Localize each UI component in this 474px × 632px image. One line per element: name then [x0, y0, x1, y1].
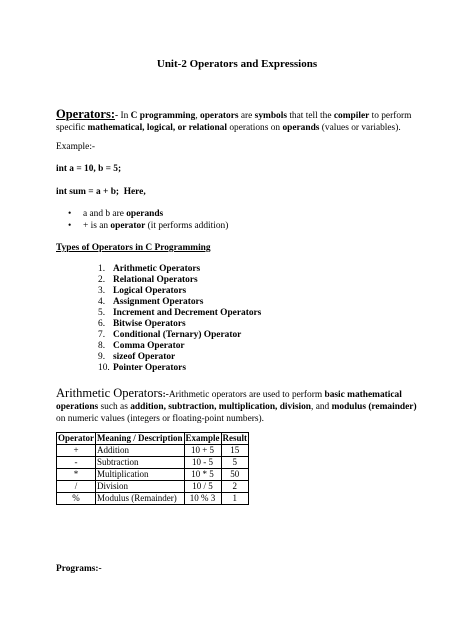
list-number: 9.: [98, 352, 106, 362]
list-label: Relational Operators: [113, 275, 198, 285]
table-cell: 50: [221, 469, 249, 481]
table-cell: %: [57, 493, 96, 505]
list-item: [56, 308, 428, 319]
bold-run: mathematical, logical, or relational: [87, 123, 227, 133]
table-cell: 2: [221, 481, 249, 493]
table-cell: +: [57, 445, 96, 457]
types-heading: Types of Operators in C Programming: [56, 243, 211, 253]
list-label: sizeof Operator: [113, 352, 176, 362]
table-cell: Addition: [96, 445, 185, 457]
list-item: [56, 363, 428, 374]
text-run: In: [118, 111, 131, 121]
table-cell: /: [57, 481, 96, 493]
table-row: [57, 469, 249, 481]
list-label: Arithmetic Operators: [113, 264, 201, 274]
list-label: Assignment Operators: [113, 297, 204, 307]
column-header: Result: [222, 433, 248, 443]
list-item: [56, 352, 428, 363]
bold-run: addition, subtraction, multiplication, division: [130, 402, 311, 412]
bullet-icon: •: [68, 221, 72, 231]
list-item: [56, 264, 428, 275]
list-item: [56, 297, 428, 308]
list-label: Conditional (Ternary) Operator: [113, 330, 242, 340]
code-line-1: int a = 10, b = 5;: [56, 164, 122, 174]
table-row: [57, 457, 249, 469]
text-run: that tell the: [286, 111, 334, 121]
bold-run: operators: [200, 111, 239, 121]
table-cell: 10 / 5: [184, 481, 221, 493]
operators-term: Operators:: [56, 107, 116, 121]
list-number: 10.: [98, 363, 110, 373]
operators-sep: -: [115, 111, 119, 121]
arithmetic-operators-table: [56, 432, 249, 505]
bold-run: C programming: [130, 111, 196, 121]
table-cell: 10 + 5: [184, 445, 221, 457]
bold-run: symbols: [254, 111, 287, 121]
list-number: 6.: [98, 319, 106, 329]
list-number: 2.: [98, 275, 106, 285]
table-header-row: [57, 433, 249, 445]
bold-run: basic mathematical operations: [56, 390, 402, 412]
column-header: Example: [185, 433, 220, 443]
table-cell: Modulus (Remainder): [96, 493, 185, 505]
list-item: [56, 220, 428, 232]
table-cell: 15: [221, 445, 249, 457]
table-row: [57, 445, 249, 457]
text-run: + is an: [83, 221, 111, 231]
table-row: [57, 481, 249, 493]
bullet-list: [56, 208, 428, 232]
arithmetic-sep: :-: [162, 390, 169, 400]
text-run: a and b are: [83, 209, 127, 219]
column-header: Meaning / Description: [97, 433, 183, 443]
list-item: [56, 275, 428, 286]
text-run: on numeric values (integers or floating-point numbers).: [56, 414, 265, 424]
list-label: Bitwise Operators: [113, 319, 186, 329]
programs-label: Programs:-: [56, 564, 102, 574]
list-number: 3.: [98, 286, 106, 296]
bold-run: compiler: [333, 111, 370, 121]
text-run: , and: [311, 402, 332, 412]
example-label: Example:-: [56, 142, 96, 152]
table-cell: 5: [221, 457, 249, 469]
list-item: [56, 330, 428, 341]
list-item: [56, 208, 428, 220]
types-list: [56, 264, 428, 374]
list-item: [56, 319, 428, 330]
text-run: to perform specific: [56, 111, 412, 133]
bold-run: operands: [282, 123, 320, 133]
list-label: Comma Operator: [113, 341, 185, 351]
list-number: 8.: [98, 341, 106, 351]
table-row: [57, 493, 249, 505]
bold-run: modulus (remainder): [331, 402, 417, 412]
text-run: are: [238, 111, 255, 121]
bullet-icon: •: [68, 209, 72, 219]
text-run: such as: [98, 402, 131, 412]
text-run: (values or variables).: [319, 123, 401, 133]
text-run: (it performs addition): [145, 221, 229, 231]
page-title: Unit-2 Operators and Expressions: [156, 58, 318, 70]
table-cell: -: [57, 457, 96, 469]
list-label: Logical Operators: [113, 286, 187, 296]
list-label: Pointer Operators: [113, 363, 186, 373]
table-cell: Multiplication: [96, 469, 185, 481]
code-line-2: int sum = a + b; Here,: [56, 187, 146, 197]
operators-intro-paragraph: [56, 108, 428, 134]
list-number: 1.: [98, 264, 106, 274]
list-item: [56, 286, 428, 297]
list-item: [56, 341, 428, 352]
bold-run: operator: [110, 221, 146, 231]
table-cell: *: [57, 469, 96, 481]
column-header: Operator: [58, 433, 94, 443]
table-cell: 1: [221, 493, 249, 505]
table-cell: 10 % 3: [184, 493, 221, 505]
text-run: operations on: [226, 123, 283, 133]
arithmetic-intro-paragraph: [56, 387, 428, 425]
table-cell: 10 * 5: [184, 469, 221, 481]
text-run: ,: [195, 111, 200, 121]
bold-run: operands: [126, 209, 164, 219]
list-number: 4.: [98, 297, 106, 307]
text-run: Arithmetic operators are used to perform: [168, 390, 325, 400]
list-number: 5.: [98, 308, 106, 318]
arithmetic-term: Arithmetic Operators: [56, 386, 163, 400]
list-number: 7.: [98, 330, 106, 340]
table-cell: Division: [96, 481, 185, 493]
list-label: Increment and Decrement Operators: [113, 308, 262, 318]
table-cell: Subtraction: [96, 457, 185, 469]
table-cell: 10 - 5: [184, 457, 221, 469]
